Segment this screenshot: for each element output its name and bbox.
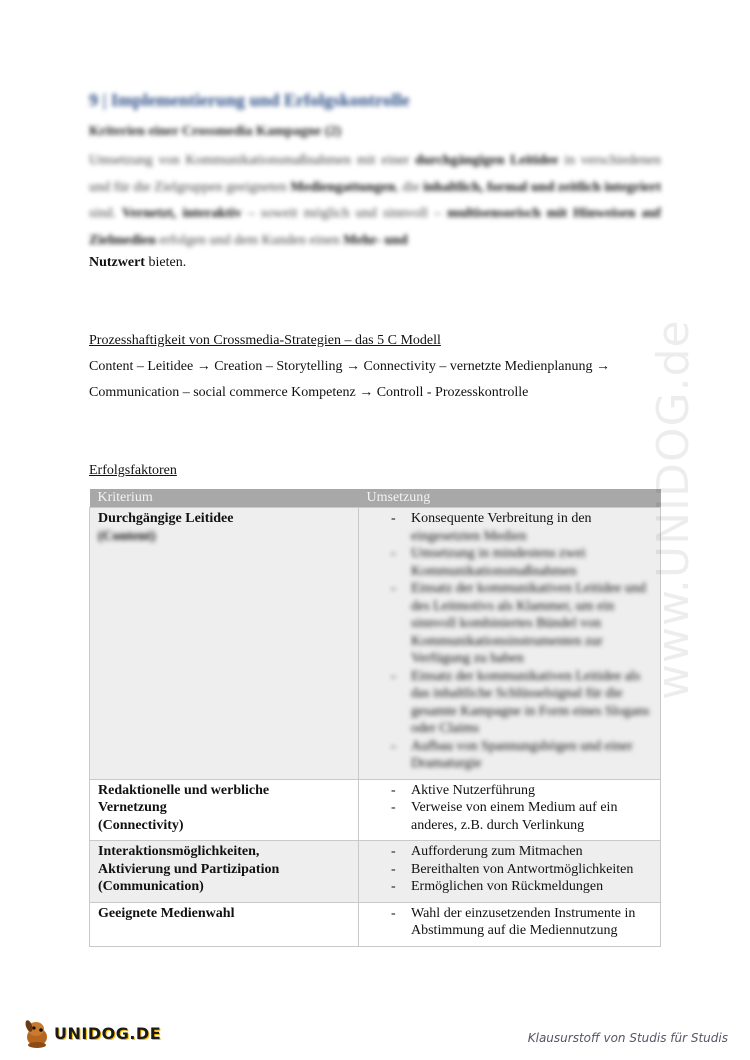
unidog-logo[interactable] — [22, 1016, 172, 1052]
umsetzung-list — [367, 843, 652, 896]
nutzwert-bold: Nutzwert — [89, 255, 145, 270]
model-line-1: Content – Leitidee → Creation – Storytelling → Connectivity – vernetzte Medienplanung → — [89, 359, 611, 374]
paragraph-tail — [89, 255, 186, 271]
list-item: - Aktive Nutzerführung — [367, 782, 652, 800]
umsetzung-list — [367, 782, 652, 835]
list-item: - Umsetzung in mindestens zwei Kommunikationsmaßnahmen — [367, 545, 652, 580]
umsetzung-list — [367, 510, 652, 545]
watermark: www.UNIDOG.de — [648, 319, 699, 700]
success-factors-table — [89, 489, 661, 947]
dog-mascot-icon — [22, 1016, 54, 1050]
kriterium-line: Durchgängige Leitidee — [98, 511, 234, 526]
list-item: - Bereithalten von Antwortmöglichkeiten — [367, 861, 652, 879]
kriterium-line: (Communication) — [98, 879, 204, 894]
subheading: Kriterien einer Crossmedia Kampagne (2) — [89, 124, 342, 139]
process-section-title: Prozesshaftigkeit von Crossmedia-Strategien – das 5 C Modell — [89, 333, 441, 348]
header-kriterium: Kriterium — [90, 489, 359, 508]
list-item-blurred-continuation: eingesetzten Medien — [411, 528, 527, 544]
paragraph-segment: Mediengattungen — [290, 179, 396, 195]
list-item: - Aufforderung zum Mitmachen — [367, 843, 652, 861]
kriterium-cell — [90, 779, 359, 841]
kriterium-line: Geeignete Medienwahl — [98, 905, 235, 921]
kriterium-cell — [90, 508, 359, 780]
paragraph-segment: durchgängigen Leitidee — [415, 153, 559, 168]
list-item-text: Konsequente Verbreitung in den — [411, 511, 592, 526]
paragraph-segment: inhaltlich, formal und zeitlich integriert — [423, 179, 662, 195]
umsetzung-blurred-list — [367, 545, 652, 773]
model-line-2: Communication – social commerce Kompetenz → Controll - Prozesskontrolle — [89, 385, 529, 400]
table-row — [90, 902, 661, 946]
kriterium-line: Redaktionelle und werbliche — [98, 782, 270, 798]
umsetzung-cell — [359, 902, 661, 946]
kriterium-cell — [90, 841, 359, 903]
paragraph-segment: Vernetzt, interaktiv — [122, 206, 242, 221]
kriterium-line: Interaktionsmöglichkeiten, — [98, 844, 260, 859]
table-row — [90, 508, 661, 780]
list-item: - Aufbau von Spannungsbögen und einer Dramaturgie — [367, 738, 652, 773]
table-row — [90, 779, 661, 841]
footer-tagline: Klausurstoff von Studis für Studis — [527, 1031, 728, 1045]
blurred-paragraph — [89, 148, 661, 254]
list-item: - Verweise von einem Medium auf ein anderes, z.B. durch Verlinkung — [367, 799, 652, 834]
kriterium-line: Vernetzung — [98, 800, 167, 815]
success-factors-title: Erfolgsfaktoren — [89, 463, 177, 478]
paragraph-segment: , die — [395, 179, 424, 195]
paragraph-segment: erfolgen und dem Kunden einen — [155, 232, 344, 248]
list-item: - Wahl der einzusetzenden Instrumente in Abstimmung auf die Mediennutzung — [367, 905, 652, 940]
kriterium-line: Aktivierung und Partizipation — [98, 861, 280, 877]
section-heading: 9 | Implementierung und Erfolgskontrolle — [89, 90, 410, 110]
list-item — [367, 510, 652, 545]
paragraph-segment: Mehr- und — [343, 232, 408, 248]
kriterium-cell — [90, 902, 359, 946]
umsetzung-cell — [359, 508, 661, 780]
table-header-row — [90, 489, 661, 508]
table-row — [90, 841, 661, 903]
kriterium-blurred: (Content) — [98, 528, 156, 544]
list-item: - Einsatz der kommunikativen Leitidee und des Leitmotivs als Klammer, um ein sinnvoll kombiniertes Bündel von Kommunikationsinstrumenten zur Verfügung zu haben — [367, 580, 652, 668]
list-item: - Einsatz der kommunikativen Leitidee als das inhaltliche Schlüsselsignal für die gesamte Kampagne in Form eines Slogans oder Claims — [367, 668, 652, 738]
paragraph-segment: Umsetzung von Kommunikationsmaßnahmen mit einer — [89, 153, 416, 168]
logo-text: UNIDOG.DE — [54, 1024, 162, 1043]
umsetzung-cell — [359, 841, 661, 903]
paragraph-segment: sind. — [89, 206, 123, 221]
paragraph-tail-rest: bieten. — [144, 255, 187, 270]
umsetzung-cell — [359, 779, 661, 841]
list-item: - Ermöglichen von Rückmeldungen — [367, 878, 652, 896]
header-umsetzung: Umsetzung — [359, 489, 661, 508]
paragraph-segment: – soweit möglich und sinnvoll – — [241, 206, 448, 221]
paragraph-segment: multisensorisch mit Hinweisen auf Zielmedien — [89, 206, 661, 248]
kriterium-line: (Connectivity) — [98, 817, 184, 833]
paragraph-segment: in verschiedenen und für die Zielgruppen geeigneten — [89, 153, 661, 195]
umsetzung-list — [367, 905, 652, 940]
